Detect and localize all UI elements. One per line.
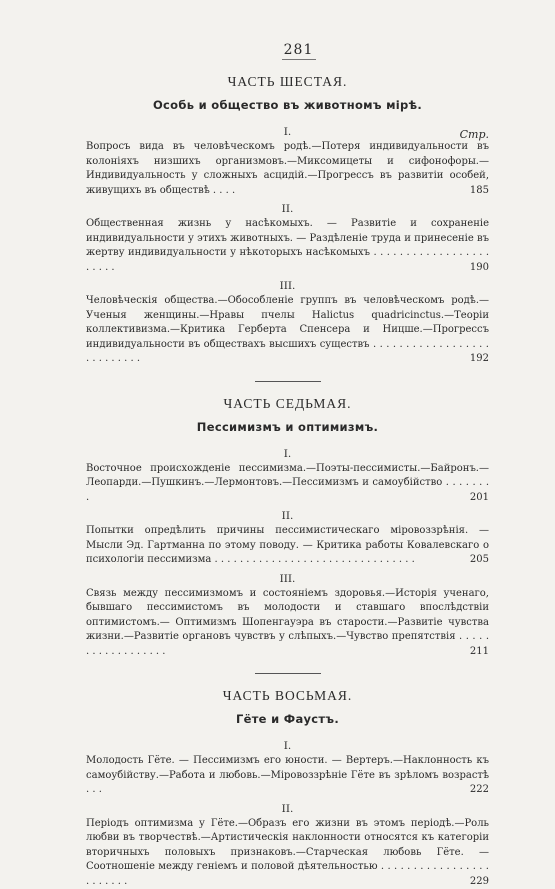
toc-page-ref: 185 — [470, 184, 489, 199]
toc-entry-text: Вопросъ вида въ человѣческомъ родѣ.—Потеря индивидуальности въ колоніяхъ низшихъ организмовъ.—Миксомицеты и сифонофоры.—Индивидуальность у сложныхъ асцидій.—Прогрессъ въ развитіи особей, живущихъ въ обществѣ . . . . — [86, 141, 489, 196]
toc-section — [86, 126, 489, 198]
section-numeral-text: III. — [280, 573, 296, 585]
toc-section — [86, 280, 489, 367]
toc-page-ref: 201 — [470, 491, 489, 506]
section-numeral — [86, 573, 489, 585]
toc-entry — [86, 754, 489, 798]
part-title: ЧАСТЬ ШЕСТАЯ. — [86, 74, 489, 90]
part-subtitle: Гёте и Фаустъ. — [86, 712, 489, 726]
toc-entry-text: Связь между пессимизмомъ и состояніемъ здоровья.—Исторія ученаго, бывшаго пессимистомъ въ молодости и ставшаго впослѣдствіи оптимистомъ.— Оптимизмъ Шопенгауэра въ старости.—Развитіе чувства жизни.—Развитіе органовъ чувствъ у слѣпыхъ.—Чувство препятствія . . . . . . . . . . . . . . . . . . — [86, 588, 489, 657]
toc-entry-text: Попытки опредѣлить причины пессимистическаго міровоззрѣнія. — Мысли Эд. Гартманна по этому поводу. — Критика работы Ковалевскаго о психологіи пессимизма . . . . . . . . . . . . . . . . . . . . . . . . . . . . . . . . — [86, 525, 489, 565]
section-numeral-text: II. — [282, 803, 294, 815]
section-numeral — [86, 803, 489, 815]
toc-entry-text: Молодость Гёте. — Пессимизмъ его юности. — Вертеръ.—Наклонность къ самоубійству.—Работа и любовь.—Міровоззрѣніе Гёте въ зрѣломъ возрастѣ . . . — [86, 755, 489, 795]
toc-entry — [86, 587, 489, 660]
toc-entry-text: Періодъ оптимизма у Гёте.—Образъ его жизни въ этомъ періодѣ.—Роль любви въ творчествѣ.—Артистическія наклонности относятся къ категоріи вторичныхъ половыхъ признаковъ.—Старческая любовь Гёте. — Соотношеніе между геніемъ и половой дѣятельностью . . . . . . . . . . . . . . . . . . . . . . . . — [86, 818, 489, 887]
page-number-text: 281 — [284, 42, 314, 58]
toc-entry — [86, 217, 489, 275]
toc-section — [86, 803, 489, 889]
section-numeral — [86, 280, 489, 292]
section-numeral-text: I. — [284, 126, 292, 138]
toc-entry — [86, 524, 489, 568]
toc-entry-text: Восточное происхожденіе пессимизма.—Поэты-пессимисты.—Байронъ.—Леопарди.—Пушкинъ.—Лермонтовъ.—Пессимизмъ и самоубійство . . . . . . . . — [86, 463, 489, 503]
toc-page-ref: 190 — [470, 261, 489, 276]
part-subtitle: Пессимизмъ и оптимизмъ. — [86, 420, 489, 434]
part-block — [86, 688, 489, 889]
section-numeral — [86, 740, 489, 752]
section-numeral — [86, 126, 489, 138]
page-number-underline — [282, 59, 316, 60]
toc-page-ref: 192 — [470, 352, 489, 367]
part-divider — [255, 673, 321, 674]
section-numeral-text: III. — [280, 280, 296, 292]
toc-entry — [86, 140, 489, 198]
toc-section — [86, 573, 489, 660]
toc-section — [86, 510, 489, 568]
section-numeral — [86, 448, 489, 460]
section-numeral-text: I. — [284, 448, 292, 460]
page-number — [86, 42, 489, 60]
section-numeral-text: I. — [284, 740, 292, 752]
part-divider — [255, 381, 321, 382]
part-subtitle: Особь и общество въ животномъ мірѣ. — [86, 98, 489, 112]
toc-entry-text: Человѣческія общества.—Обособленіе группъ въ человѣческомъ родѣ.— Ученыя женщины.—Нравы пчелы Halictus quadricinctus.—Теоріи коллективизма.—Критика Герберта Спенсера и Ницше.—Прогрессъ индивидуальности въ обществахъ высшихъ существъ . . . . . . . . . . . . . . . . . . . . . . . . . . . — [86, 295, 489, 364]
toc-page-ref: 205 — [470, 553, 489, 568]
toc-entry-text: Общественная жизнь у насѣкомыхъ. — Развитіе и сохраненіе индивидуальности у этихъ животныхъ. — Раздѣленіе труда и принесеніе въ жертву индивидуальности у нѣкоторыхъ насѣкомыхъ . . . . . . . . . . . . . . . . . . . . . . . — [86, 218, 489, 273]
part-title: ЧАСТЬ ВОСЬМАЯ. — [86, 688, 489, 704]
toc-entry — [86, 462, 489, 506]
section-numeral-text: II. — [282, 510, 294, 522]
section-numeral — [86, 203, 489, 215]
toc-section — [86, 448, 489, 506]
toc-section — [86, 740, 489, 798]
section-numeral-text: II. — [282, 203, 294, 215]
part-block — [86, 396, 489, 660]
page-column-label: Стр. — [460, 128, 489, 141]
toc-page-ref: 211 — [470, 645, 489, 660]
part-title: ЧАСТЬ СЕДЬМАЯ. — [86, 396, 489, 412]
toc-page-ref: 222 — [470, 783, 489, 798]
toc-section — [86, 203, 489, 275]
section-numeral — [86, 510, 489, 522]
part-block — [86, 74, 489, 367]
toc-entry — [86, 817, 489, 889]
toc-entry — [86, 294, 489, 367]
table-of-contents — [86, 74, 489, 889]
toc-page-ref: 229 — [470, 875, 489, 889]
